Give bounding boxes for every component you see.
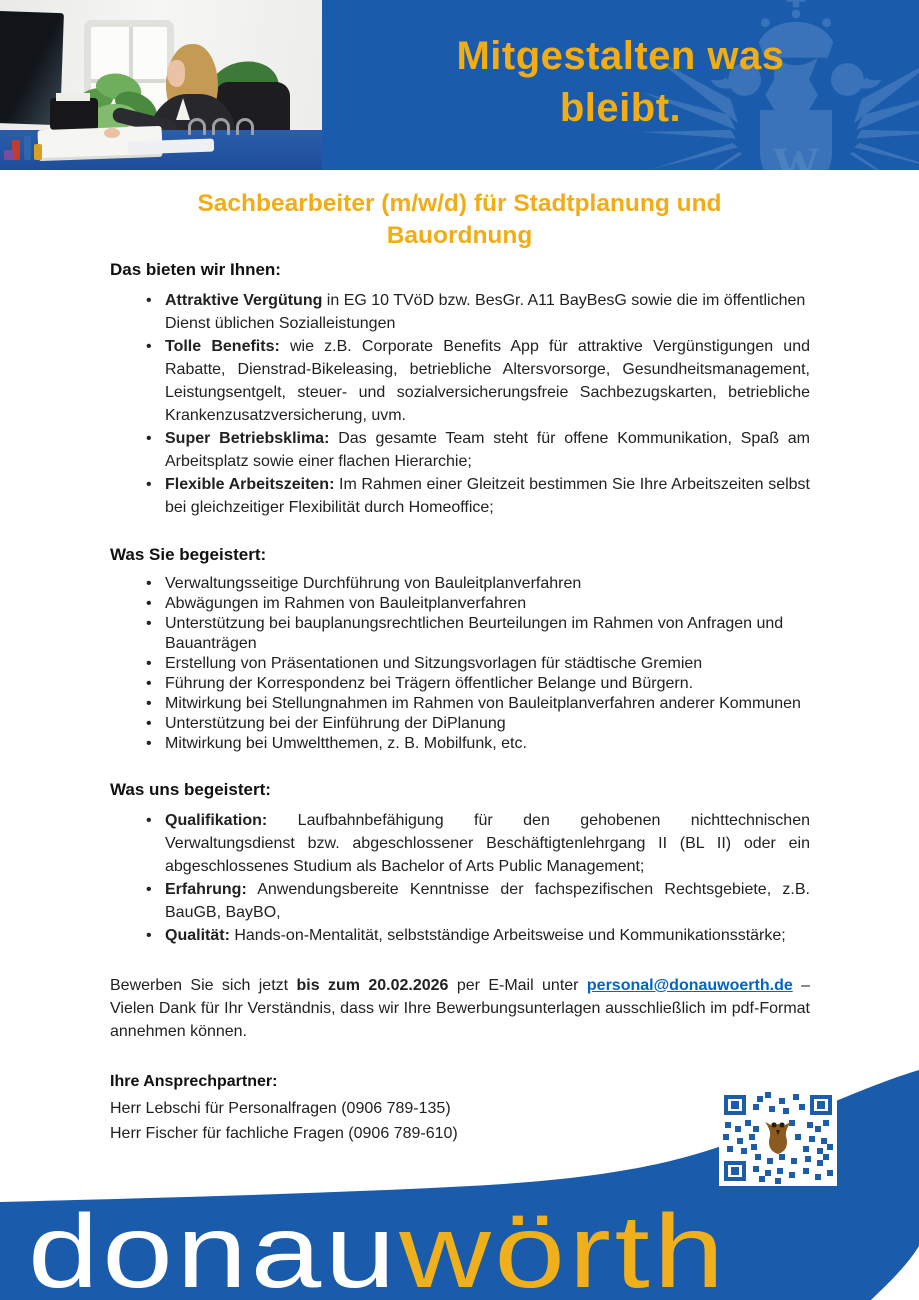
bullet-item: • Unterstützung bei bauplanungsrechtlichen Beurteilungen im Rahmen von Anfragen und Bauanträgen <box>110 614 810 654</box>
section <box>110 545 810 754</box>
bullet-item: • Qualität: Hands-on-Mentalität, selbstständige Arbeitsweise und Kommunikationsstärke; <box>110 924 810 947</box>
crest-letter: W <box>771 138 821 192</box>
bullet-list <box>110 574 810 754</box>
bullet-list <box>110 289 810 519</box>
bullet-item: • Super Betriebsklima: Das gesamte Team steht für offene Kommunikation, Spaß am Arbeitsplatz sowie einer flachen Hierarchie; <box>110 427 810 473</box>
bullet-item: • Unterstützung bei der Einführung der DiPlanung <box>110 714 810 734</box>
section-heading: Was Sie begeistert: <box>110 545 267 564</box>
logo-woerth: wörth <box>399 1194 728 1300</box>
contact-line: Herr Lebschi für Personalfragen (0906 789-135) <box>110 1100 451 1117</box>
bullet-item: • Mitwirkung bei Stellungnahmen im Rahmen von Bauleitplanverfahren anderer Kommunen <box>110 694 810 714</box>
donauwoerth-logo <box>28 1194 728 1300</box>
bullet-item: • Qualifikation: Laufbahnbefähigung für den gehobenen nichttechnischen Verwaltungsdienst bzw. abgeschlossener Beschäftigtenlehrgang II (BL II) oder ein abgeschlossenes Studium als Bachelor of Arts Public Management; <box>110 809 810 878</box>
printer <box>50 98 98 130</box>
deadline: bis zum 20.02.2026 <box>296 977 449 994</box>
bullet-list <box>110 809 810 947</box>
bullet-item: • Flexible Arbeitszeiten: Im Rahmen einer Gleitzeit bestimmen Sie Ihre Arbeitszeiten selbst bei gleichzeitiger Flexibilität durch Homeoffice; <box>110 473 810 519</box>
tagline: Mitgestalten was bleibt. <box>456 34 785 130</box>
sections <box>110 260 810 947</box>
bullet-item: • Abwägungen im Rahmen von Bauleitplanverfahren <box>110 594 810 614</box>
bullet-item: • Attraktive Vergütung in EG 10 TVöD bzw. BesGr. A11 BayBesG sowie die im öffentlichen Dienst üblichen Sozialleistungen <box>110 289 810 335</box>
header <box>0 0 919 192</box>
contact-line: Herr Fischer für fachliche Fragen (0906 789-610) <box>110 1125 458 1142</box>
section <box>110 780 810 947</box>
qr-code <box>719 1090 837 1186</box>
application-paragraph: Bewerben Sie sich jetzt bis zum 20.02.2026 per E-Mail unter personal@donauwoerth.de – Vielen Dank für Ihr Verständnis, dass wir Ihre Bewerbungsunterlagen ausschließlich im pdf-Format annehmen können. <box>110 977 811 1040</box>
job-title: Sachbearbeiter (m/w/d) für Stadtplanung und Bauordnung <box>197 190 722 249</box>
bullet-item: • Erstellung von Präsentationen und Sitzungsvorlagen für städtische Gremien <box>110 654 810 674</box>
section <box>110 260 810 519</box>
bullet-item: • Verwaltungsseitige Durchführung von Bauleitplanverfahren <box>110 574 810 594</box>
content <box>110 260 810 1146</box>
email-link[interactable]: personal@donauwoerth.de <box>586 977 793 994</box>
contacts-heading: Ihre Ansprechpartner: <box>110 1073 278 1090</box>
section-heading: Was uns begeistert: <box>110 780 271 799</box>
bullet-item: • Erfahrung: Anwendungsbereite Kenntnisse der fachspezifischen Rechtsgebiete, z.B. BauGB, BayBO, <box>110 878 810 924</box>
bullet-item: • Führung der Korrespondenz bei Trägern öffentlicher Belange und Bürgern. <box>110 674 810 694</box>
contacts <box>110 1073 810 1146</box>
section-heading: Das bieten wir Ihnen: <box>110 260 281 279</box>
bullet-item: • Tolle Benefits: wie z.B. Corporate Benefits App für attraktive Vergünstigungen und Rabatte, Dienstrad-Bikeleasing, betriebliche Altersvorsorge, Gesundheitsmanagement, Leistungsentgelt, steuer- und sozialversicherungsfreie Sachbezugskarten, betriebliche Krankenzusatzversicherung, uvm. <box>110 335 810 427</box>
office-photo <box>0 0 322 170</box>
bullet-item: • Mitwirkung bei Umweltthemen, z. B. Mobilfunk, etc. <box>110 734 810 754</box>
logo-donau: donau <box>28 1194 400 1300</box>
qr-center-eagle-icon <box>763 1116 793 1156</box>
header-banner <box>322 0 919 192</box>
